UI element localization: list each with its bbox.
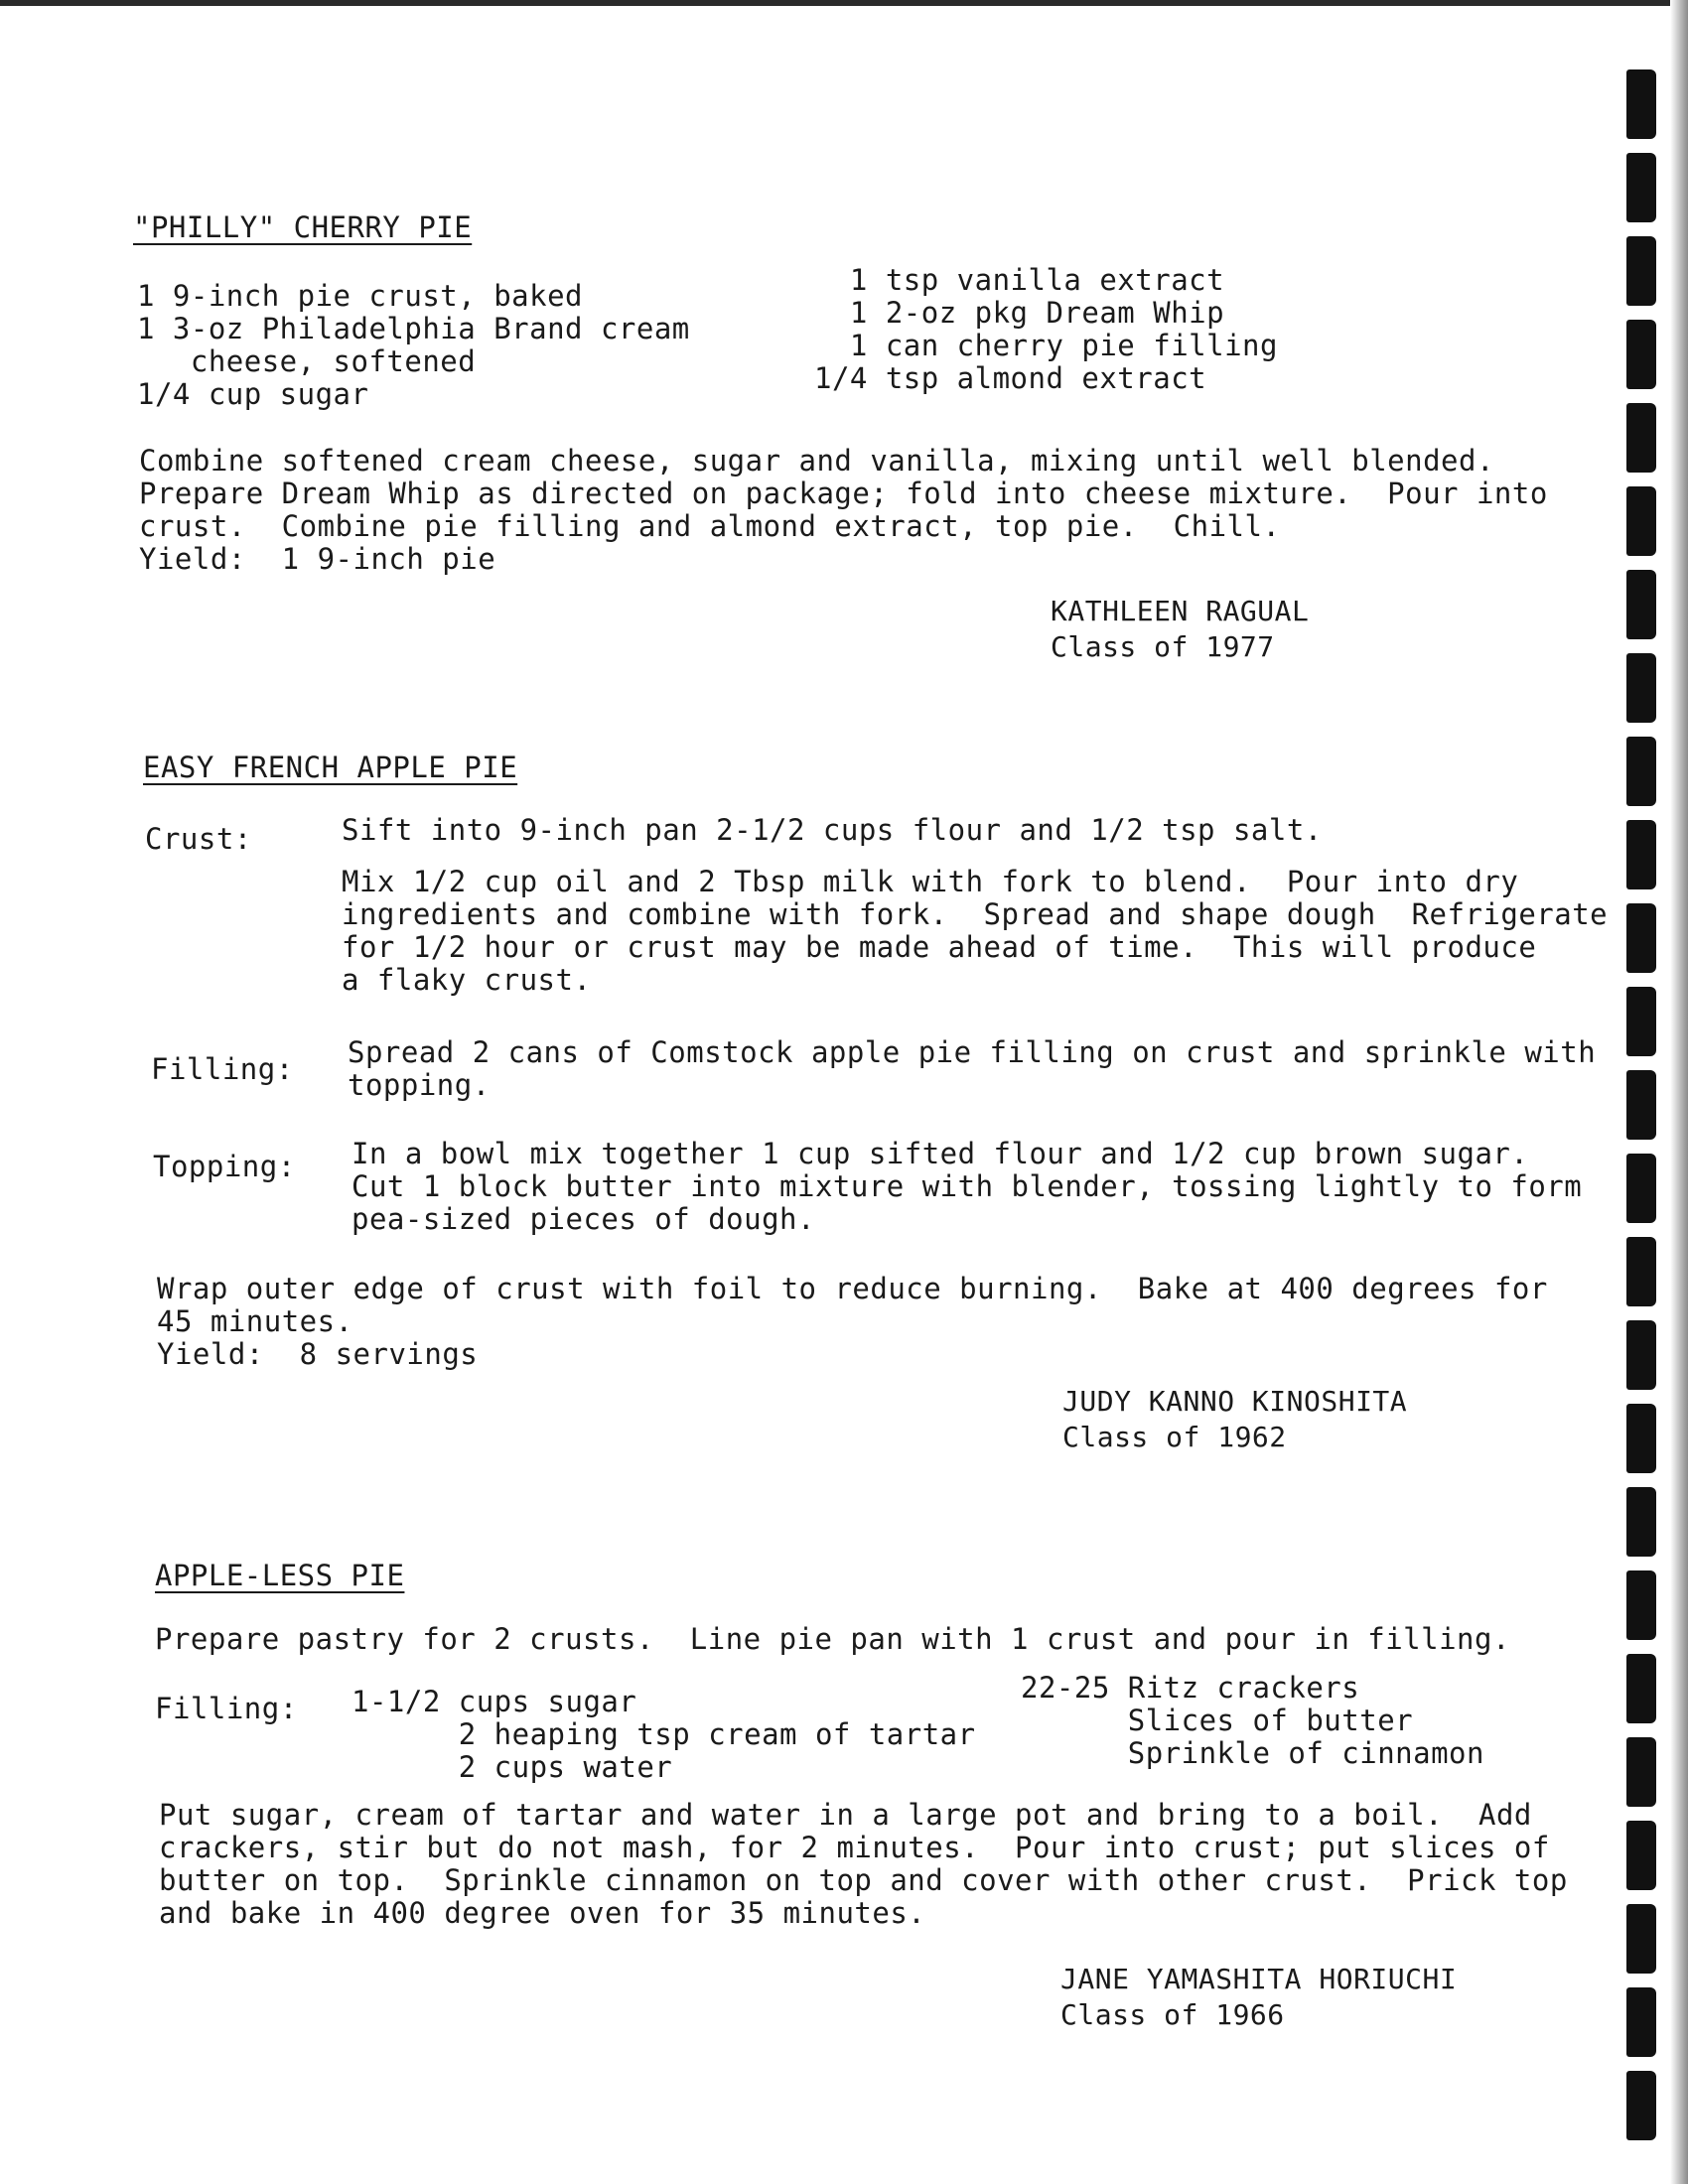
instruction-line: topping. <box>348 1068 491 1102</box>
author-class: Class of 1977 <box>1051 630 1275 663</box>
direction-line: Put sugar, cream of tartar and water in a large pot and bring to a boil. Add <box>159 1798 1532 1832</box>
binding-ring <box>1626 403 1656 473</box>
spiral-binding <box>1618 0 1688 2184</box>
author-class: Class of 1962 <box>1062 1421 1287 1453</box>
topping-instructions <box>352 1138 1582 1236</box>
binding-ring <box>1626 1404 1656 1473</box>
instruction-line: Cut 1 block butter into mixture with blender, tossing lightly to form <box>352 1169 1583 1203</box>
direction-line: crackers, stir but do not mash, for 2 minutes. Pour into crust; put slices of <box>159 1831 1550 1864</box>
filling-instructions <box>348 1036 1596 1102</box>
ingredient-line: 1 tsp vanilla extract <box>814 263 1225 297</box>
direction-line: 45 minutes. <box>157 1304 353 1338</box>
direction-line: Wrap outer edge of crust with foil to reduce burning. Bake at 400 degrees for <box>157 1272 1548 1305</box>
ingredient-line: 1/4 cup sugar <box>137 377 369 411</box>
ingredient-line: 1 3-oz Philadelphia Brand cream <box>137 312 690 345</box>
page-edge-shadow <box>1670 0 1688 2184</box>
crust-instructions-2 <box>342 866 1608 997</box>
ingredient-line: 1 9-inch pie crust, baked <box>137 279 583 313</box>
binding-ring <box>1626 1237 1656 1306</box>
recipe-credit <box>1062 1384 1407 1455</box>
direction-line: Yield: 8 servings <box>157 1337 479 1371</box>
ingredient-list-left <box>137 280 690 411</box>
recipe-intro: Prepare pastry for 2 crusts. Line pie pan with 1 crust and pour in filling. <box>155 1622 1510 1656</box>
recipe-directions <box>159 1799 1568 1930</box>
instruction-line: pea-sized pieces of dough. <box>352 1202 815 1236</box>
binding-ring <box>1626 1737 1656 1807</box>
direction-line: and bake in 400 degree oven for 35 minutes. <box>159 1896 926 1930</box>
instruction-line: Spread 2 cans of Comstock apple pie filling on crust and sprinkle with <box>348 1035 1597 1069</box>
direction-line: crust. Combine pie filling and almond extract, top pie. Chill. <box>139 509 1281 543</box>
ingredient-line: 1 2-oz pkg Dream Whip <box>814 296 1225 330</box>
binding-ring <box>1626 653 1656 723</box>
binding-ring <box>1626 153 1656 222</box>
binding-ring <box>1626 1070 1656 1140</box>
binding-ring <box>1626 69 1656 139</box>
instruction-line: for 1/2 hour or crust may be made ahead of time. This will produce <box>342 930 1537 964</box>
instruction-line: ingredients and combine with fork. Spread and shape dough Refrigerate <box>342 897 1609 931</box>
binding-ring <box>1626 1654 1656 1723</box>
ingredient-line: 2 cups water <box>352 1750 673 1784</box>
ingredient-list-right <box>814 264 1278 395</box>
binding-ring <box>1626 320 1656 389</box>
author-class: Class of 1966 <box>1060 1998 1285 2031</box>
ingredient-list-left <box>352 1686 976 1784</box>
filling-label: Filling: <box>155 1692 298 1725</box>
binding-ring <box>1626 570 1656 639</box>
binding-ring <box>1626 1821 1656 1890</box>
instruction-line: Sift into 9-inch pan 2-1/2 cups flour and 1/2 tsp salt. <box>342 813 1323 847</box>
recipe-title: APPLE-LESS PIE <box>155 1559 405 1592</box>
binding-ring <box>1626 236 1656 306</box>
direction-line: Prepare Dream Whip as directed on package; fold into cheese mixture. Pour into <box>139 477 1548 510</box>
ingredient-line: 1-1/2 cups sugar <box>352 1685 637 1718</box>
instruction-line: a flaky crust. <box>342 963 592 997</box>
crust-label: Crust: <box>145 822 252 856</box>
ingredient-line: 22-25 Ritz crackers <box>1021 1671 1360 1705</box>
author-name: KATHLEEN RAGUAL <box>1051 595 1310 627</box>
topping-label: Topping: <box>153 1150 296 1183</box>
binding-ring <box>1626 820 1656 889</box>
binding-ring <box>1626 486 1656 556</box>
crust-instructions <box>342 814 1323 847</box>
instruction-line: Mix 1/2 cup oil and 2 Tbsp milk with fork to blend. Pour into dry <box>342 865 1519 898</box>
ingredient-line: 1 can cherry pie filling <box>814 329 1278 362</box>
recipe-title: "PHILLY" CHERRY PIE <box>133 210 473 244</box>
ingredient-line: 1/4 tsp almond extract <box>814 361 1207 395</box>
binding-ring <box>1626 987 1656 1056</box>
binding-ring <box>1626 1154 1656 1223</box>
binding-ring <box>1626 2071 1656 2140</box>
recipe-directions <box>139 445 1548 576</box>
instruction-line: In a bowl mix together 1 cup sifted flour and 1/2 cup brown sugar. <box>352 1137 1529 1170</box>
ingredient-line: Sprinkle of cinnamon <box>1021 1736 1484 1770</box>
recipe-credit <box>1051 594 1309 665</box>
binding-ring <box>1626 1570 1656 1640</box>
direction-line: Combine softened cream cheese, sugar and vanilla, mixing until well blended. <box>139 444 1494 478</box>
ingredient-line: cheese, softened <box>137 344 477 378</box>
binding-ring <box>1626 903 1656 973</box>
recipe-credit <box>1060 1962 1457 2033</box>
binding-ring <box>1626 737 1656 806</box>
filling-label: Filling: <box>151 1052 294 1086</box>
binding-ring <box>1626 1487 1656 1557</box>
author-name: JUDY KANNO KINOSHITA <box>1062 1385 1408 1418</box>
ingredient-line: Slices of butter <box>1021 1704 1414 1737</box>
recipe-directions <box>157 1273 1548 1371</box>
direction-line: Yield: 1 9-inch pie <box>139 542 496 576</box>
binding-ring <box>1626 1987 1656 2057</box>
binding-ring <box>1626 1904 1656 1974</box>
direction-line: butter on top. Sprinkle cinnamon on top and cover with other crust. Prick top <box>159 1863 1568 1897</box>
ingredient-line: 2 heaping tsp cream of tartar <box>352 1717 976 1751</box>
binding-ring <box>1626 1320 1656 1390</box>
recipe-title: EASY FRENCH APPLE PIE <box>143 751 518 784</box>
ingredient-list-right <box>1021 1672 1484 1770</box>
page-top-edge <box>0 0 1688 6</box>
author-name: JANE YAMASHITA HORIUCHI <box>1060 1963 1458 1995</box>
